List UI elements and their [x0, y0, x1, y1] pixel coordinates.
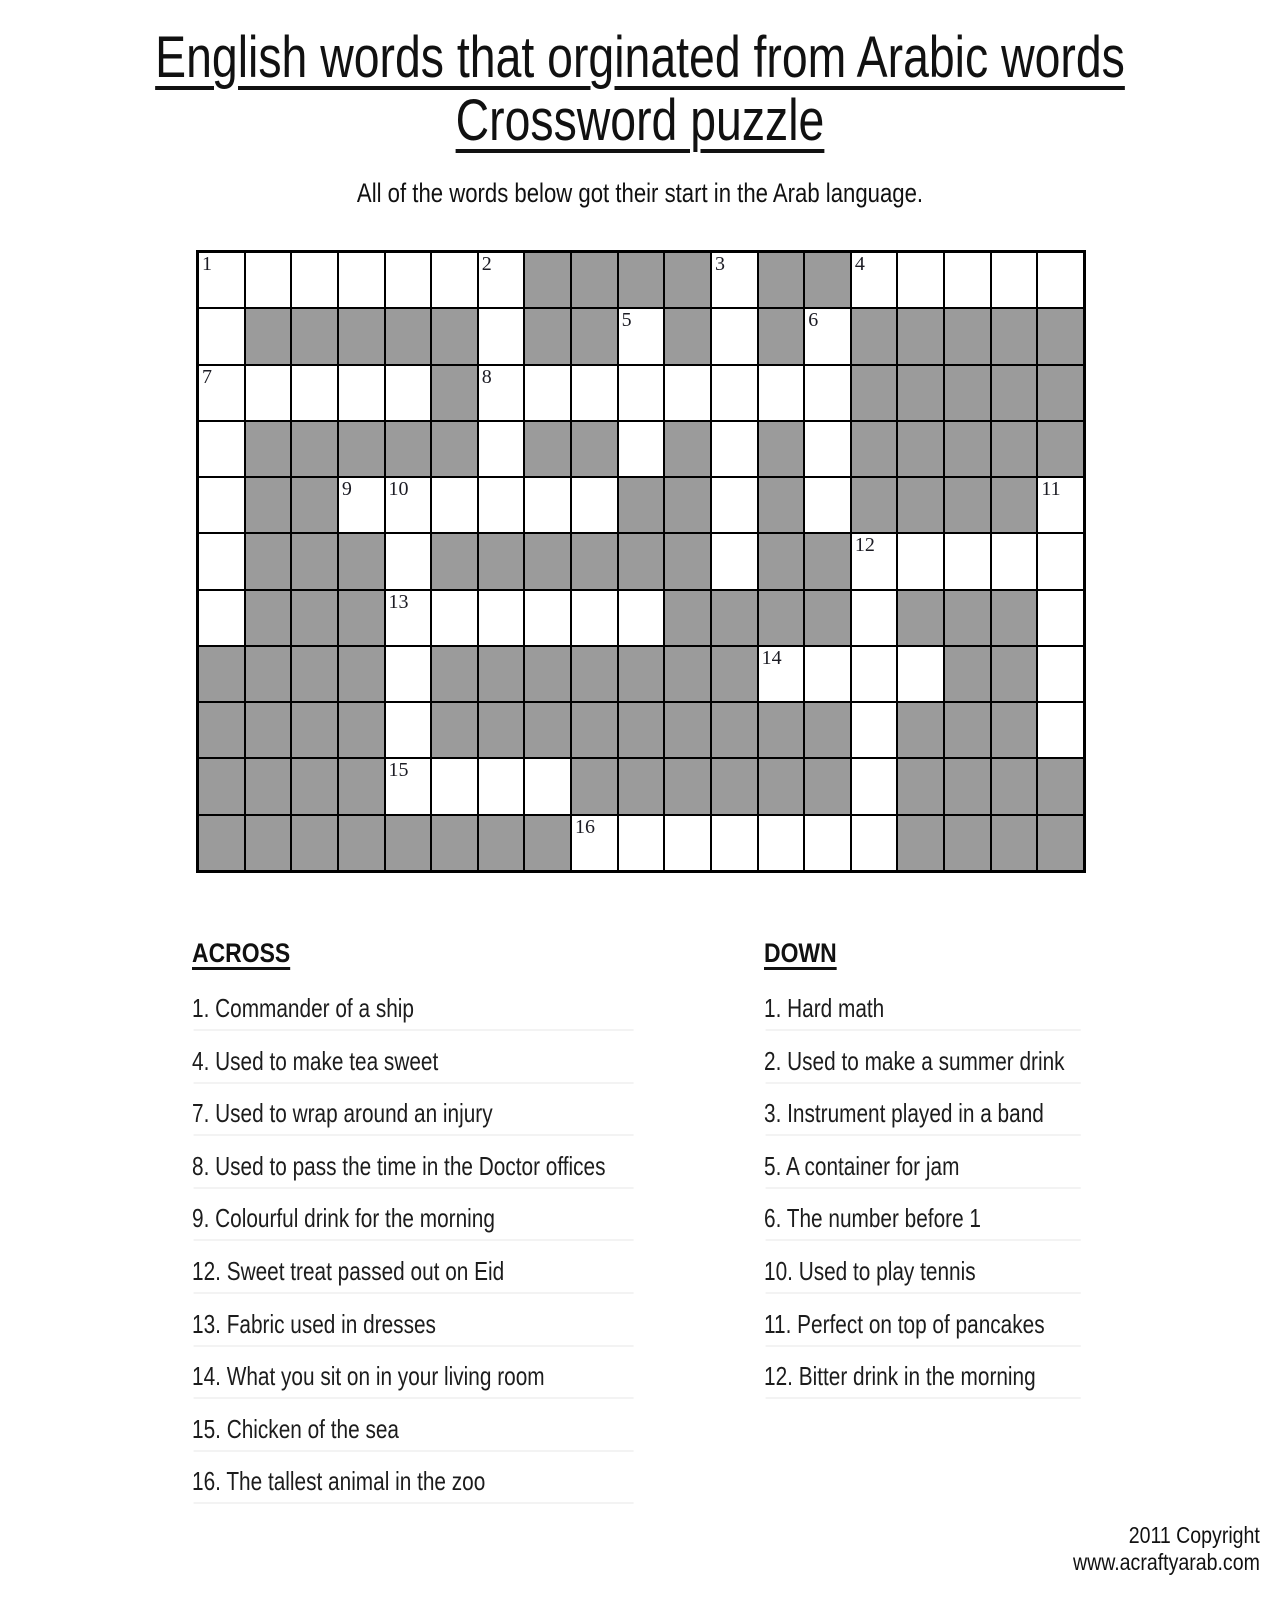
grid-cell: [618, 815, 665, 871]
grid-cell-blocked: [431, 308, 478, 364]
grid-cell-blocked: [758, 252, 805, 308]
grid-cell: [851, 646, 898, 702]
grid-cell: [478, 758, 525, 814]
grid-cell-blocked: [851, 308, 898, 364]
grid-cell: [804, 646, 851, 702]
grid-cell-blocked: [944, 590, 991, 646]
cell-number: 13: [388, 590, 409, 613]
grid-cell: [385, 646, 432, 702]
cell-number: 12: [854, 534, 875, 557]
grid-cell: [198, 590, 245, 646]
cell-number: 6: [808, 309, 819, 332]
grid-cell: [618, 590, 665, 646]
grid-cell: [804, 815, 851, 871]
grid-cell: [431, 590, 478, 646]
grid-cell-blocked: [804, 702, 851, 758]
grid-cell-blocked: [664, 758, 711, 814]
grid-cell-blocked: [897, 365, 944, 421]
grid-cell: [711, 365, 758, 421]
title-line-1: English words that orginated from Arabic words: [155, 25, 1125, 90]
clue-item: 1. Hard math: [764, 993, 885, 1023]
grid-cell-blocked: [758, 477, 805, 533]
clue-item: 2. Used to make a summer drink: [764, 1045, 1065, 1076]
grid-cell-blocked: [291, 815, 338, 871]
copyright-line-2: www.acraftyarab.com: [1073, 1549, 1260, 1575]
grid-cell-blocked: [991, 365, 1038, 421]
grid-cell-blocked: [338, 421, 385, 477]
grid-cell-blocked: [245, 646, 292, 702]
grid-cell-blocked: [758, 702, 805, 758]
grid-cell-blocked: [991, 815, 1038, 871]
grid-cell: [1037, 477, 1084, 533]
grid-cell: [804, 477, 851, 533]
grid-cell-blocked: [338, 702, 385, 758]
grid-cell-blocked: [618, 758, 665, 814]
grid-cell: [524, 590, 571, 646]
title-line-2: Crossword puzzle: [455, 88, 825, 153]
grid-cell-blocked: [991, 590, 1038, 646]
grid-cell-blocked: [758, 533, 805, 589]
grid-cell: [1037, 702, 1084, 758]
grid-cell-blocked: [897, 421, 944, 477]
grid-cell-blocked: [944, 421, 991, 477]
grid-cell-blocked: [478, 702, 525, 758]
grid-cell-blocked: [245, 758, 292, 814]
grid-cell-blocked: [991, 646, 1038, 702]
grid-cell-blocked: [664, 421, 711, 477]
clue-item: 5. A container for jam: [764, 1150, 960, 1181]
grid-cell: [851, 815, 898, 871]
grid-cell-blocked: [1037, 758, 1084, 814]
grid-cell: [991, 252, 1038, 308]
grid-cell-blocked: [851, 365, 898, 421]
grid-cell: [1037, 252, 1084, 308]
grid-cell: [431, 477, 478, 533]
clue-item: 12. Bitter drink in the morning: [764, 1361, 1036, 1392]
grid-cell-blocked: [338, 308, 385, 364]
grid-cell: [897, 252, 944, 308]
grid-cell: [804, 308, 851, 364]
grid-cell: [571, 590, 618, 646]
grid-cell: [664, 365, 711, 421]
grid-cell-blocked: [664, 308, 711, 364]
grid-cell-blocked: [571, 308, 618, 364]
grid-cell: [944, 533, 991, 589]
grid-cell-blocked: [245, 308, 292, 364]
grid-cell: [758, 365, 805, 421]
grid-cell-blocked: [431, 421, 478, 477]
grid-cell: [851, 252, 898, 308]
grid-cell-blocked: [245, 590, 292, 646]
grid-cell-blocked: [524, 702, 571, 758]
grid-cell: [1037, 590, 1084, 646]
grid-cell: [385, 702, 432, 758]
grid-cell: [478, 252, 525, 308]
grid-cell-blocked: [944, 758, 991, 814]
grid-cell-blocked: [571, 533, 618, 589]
grid-cell: [944, 252, 991, 308]
grid-cell: [245, 365, 292, 421]
grid-cell: [385, 758, 432, 814]
grid-cell: [618, 308, 665, 364]
grid-cell-blocked: [944, 702, 991, 758]
grid-cell: [618, 365, 665, 421]
grid-cell-blocked: [198, 758, 245, 814]
grid-cell-blocked: [804, 758, 851, 814]
grid-cell-blocked: [944, 477, 991, 533]
clue-item: 8. Used to pass the time in the Doctor offices: [192, 1150, 606, 1181]
grid-cell-blocked: [338, 815, 385, 871]
grid-cell-blocked: [991, 421, 1038, 477]
grid-cell: [851, 590, 898, 646]
grid-cell: [524, 365, 571, 421]
crossword-grid: [196, 250, 1086, 873]
grid-cell-blocked: [291, 758, 338, 814]
grid-cell-blocked: [991, 308, 1038, 364]
grid-cell-blocked: [385, 421, 432, 477]
grid-cell: [758, 646, 805, 702]
grid-cell-blocked: [338, 758, 385, 814]
grid-cell-blocked: [804, 252, 851, 308]
grid-cell-blocked: [618, 477, 665, 533]
grid-cell: [711, 815, 758, 871]
page-title: [128, 26, 1152, 152]
grid-cell-blocked: [758, 590, 805, 646]
grid-cell-blocked: [431, 646, 478, 702]
grid-cell: [711, 308, 758, 364]
grid-cell-blocked: [198, 815, 245, 871]
grid-cell: [804, 365, 851, 421]
clue-item: 15. Chicken of the sea: [192, 1413, 399, 1444]
grid-cell-blocked: [897, 758, 944, 814]
grid-cell-blocked: [524, 646, 571, 702]
grid-cell-blocked: [944, 815, 991, 871]
clue-item: 6. The number before 1: [764, 1203, 981, 1234]
grid-cell: [198, 252, 245, 308]
grid-cell-blocked: [897, 308, 944, 364]
grid-cell: [385, 590, 432, 646]
grid-cell: [1037, 646, 1084, 702]
grid-cell-blocked: [571, 758, 618, 814]
grid-cell: [571, 477, 618, 533]
grid-cell-blocked: [431, 815, 478, 871]
grid-cell: [198, 533, 245, 589]
grid-cell: [711, 421, 758, 477]
cell-number: 1: [202, 253, 212, 275]
grid-cell: [524, 758, 571, 814]
grid-cell-blocked: [245, 533, 292, 589]
grid-cell-blocked: [664, 590, 711, 646]
grid-cell: [991, 533, 1038, 589]
grid-cell-blocked: [291, 646, 338, 702]
grid-cell-blocked: [711, 702, 758, 758]
grid-cell-blocked: [524, 252, 571, 308]
copyright-notice: [1073, 1522, 1260, 1576]
grid-cell: [897, 646, 944, 702]
grid-cell-blocked: [944, 365, 991, 421]
cell-number: 8: [481, 365, 492, 388]
cell-number: 14: [761, 646, 782, 669]
grid-cell-blocked: [524, 815, 571, 871]
grid-cell: [478, 365, 525, 421]
grid-cell-blocked: [711, 758, 758, 814]
grid-cell-blocked: [618, 533, 665, 589]
cell-number: 5: [621, 309, 632, 332]
clue-item: 4. Used to make tea sweet: [192, 1045, 439, 1076]
grid-cell-blocked: [385, 308, 432, 364]
grid-cell-blocked: [618, 702, 665, 758]
grid-cell-blocked: [291, 421, 338, 477]
grid-cell-blocked: [291, 702, 338, 758]
grid-cell: [291, 252, 338, 308]
grid-cell-blocked: [478, 533, 525, 589]
grid-cell-blocked: [431, 365, 478, 421]
grid-cell-blocked: [897, 702, 944, 758]
grid-cell-blocked: [245, 477, 292, 533]
grid-cell-blocked: [291, 590, 338, 646]
clue-item: 12. Sweet treat passed out on Eid: [192, 1256, 505, 1286]
grid-cell-blocked: [944, 646, 991, 702]
grid-cell-blocked: [524, 421, 571, 477]
grid-cell-blocked: [338, 533, 385, 589]
cell-number: 9: [341, 478, 352, 501]
grid-cell: [431, 758, 478, 814]
grid-cell-blocked: [851, 477, 898, 533]
clue-item: 16. The tallest animal in the zoo: [192, 1466, 486, 1497]
grid-cell-blocked: [758, 421, 805, 477]
grid-cell: [431, 252, 478, 308]
grid-cell-blocked: [431, 533, 478, 589]
grid-cell-blocked: [851, 421, 898, 477]
grid-cell: [664, 815, 711, 871]
grid-cell-blocked: [804, 533, 851, 589]
grid-cell-blocked: [758, 308, 805, 364]
grid-cell: [198, 477, 245, 533]
grid-cell-blocked: [1037, 365, 1084, 421]
grid-cell-blocked: [664, 252, 711, 308]
cell-number: 15: [388, 759, 409, 782]
cell-number: 16: [575, 815, 596, 838]
grid-cell-blocked: [478, 646, 525, 702]
grid-cell-blocked: [338, 590, 385, 646]
grid-cell: [571, 815, 618, 871]
grid-cell: [385, 477, 432, 533]
grid-cell-blocked: [804, 590, 851, 646]
grid-cell-blocked: [291, 477, 338, 533]
grid-cell: [245, 252, 292, 308]
grid-cell: [291, 365, 338, 421]
grid-cell: [478, 590, 525, 646]
grid-cell-blocked: [571, 421, 618, 477]
grid-cell: [851, 533, 898, 589]
grid-cell: [524, 477, 571, 533]
grid-cell-blocked: [711, 646, 758, 702]
grid-cell-blocked: [1037, 308, 1084, 364]
cell-number: 11: [1041, 478, 1061, 501]
grid-cell-blocked: [245, 815, 292, 871]
grid-cell: [618, 421, 665, 477]
cell-number: 4: [854, 253, 865, 275]
grid-cell: [758, 815, 805, 871]
grid-cell: [478, 308, 525, 364]
clue-item: 9. Colourful drink for the morning: [192, 1203, 495, 1234]
grid-cell: [198, 421, 245, 477]
grid-cell-blocked: [571, 252, 618, 308]
grid-cell-blocked: [664, 646, 711, 702]
grid-cell: [385, 533, 432, 589]
grid-cell: [385, 252, 432, 308]
clue-item: 1. Commander of a ship: [192, 993, 414, 1023]
grid-cell: [198, 365, 245, 421]
grid-cell: [851, 702, 898, 758]
grid-cell-blocked: [291, 533, 338, 589]
clue-item: 13. Fabric used in dresses: [192, 1308, 436, 1339]
grid-cell-blocked: [664, 533, 711, 589]
grid-cell: [897, 533, 944, 589]
page-subtitle: All of the words below got their start in the Arab language.: [356, 178, 924, 208]
grid-cell-blocked: [618, 252, 665, 308]
grid-cell-blocked: [991, 477, 1038, 533]
grid-cell-blocked: [524, 308, 571, 364]
copyright-line-1: 2011 Copyright: [1128, 1522, 1260, 1548]
grid-cell-blocked: [338, 646, 385, 702]
grid-cell-blocked: [758, 758, 805, 814]
grid-cell-blocked: [571, 646, 618, 702]
grid-cell-blocked: [618, 646, 665, 702]
clue-item: 7. Used to wrap around an injury: [192, 1098, 493, 1129]
grid-cell: [851, 758, 898, 814]
grid-cell: [338, 365, 385, 421]
grid-cell: [571, 365, 618, 421]
grid-cell-blocked: [991, 758, 1038, 814]
down-heading: DOWN: [764, 938, 837, 968]
grid-cell-blocked: [431, 702, 478, 758]
grid-cell: [338, 477, 385, 533]
grid-cell-blocked: [711, 590, 758, 646]
grid-cell-blocked: [385, 815, 432, 871]
grid-cell-blocked: [664, 702, 711, 758]
grid-cell: [711, 252, 758, 308]
clue-item: 3. Instrument played in a band: [764, 1098, 1044, 1129]
grid-cell: [338, 252, 385, 308]
clue-item: 11. Perfect on top of pancakes: [764, 1308, 1045, 1339]
grid-cell-blocked: [524, 533, 571, 589]
clue-item: 10. Used to play tennis: [764, 1256, 976, 1286]
cell-number: 10: [388, 478, 409, 501]
grid-cell-blocked: [245, 421, 292, 477]
grid-cell-blocked: [991, 702, 1038, 758]
cell-number: 7: [202, 365, 212, 388]
grid-cell-blocked: [1037, 421, 1084, 477]
grid-cell: [385, 365, 432, 421]
grid-cell: [711, 477, 758, 533]
grid-cell-blocked: [198, 646, 245, 702]
grid-cell: [478, 477, 525, 533]
grid-cell-blocked: [245, 702, 292, 758]
grid-cell: [478, 421, 525, 477]
cell-number: 3: [714, 253, 725, 275]
grid-cell: [804, 421, 851, 477]
grid-cell-blocked: [1037, 815, 1084, 871]
grid-cell-blocked: [198, 702, 245, 758]
grid-cell-blocked: [897, 477, 944, 533]
cell-number: 2: [481, 253, 492, 275]
grid-cell-blocked: [944, 308, 991, 364]
across-heading: ACROSS: [192, 938, 291, 968]
grid-cell-blocked: [478, 815, 525, 871]
grid-cell-blocked: [897, 815, 944, 871]
grid-cell: [198, 308, 245, 364]
grid-cell-blocked: [664, 477, 711, 533]
grid-cell: [711, 533, 758, 589]
grid-cell-blocked: [571, 702, 618, 758]
grid-cell-blocked: [897, 590, 944, 646]
grid-cell: [1037, 533, 1084, 589]
clue-item: 14. What you sit on in your living room: [192, 1361, 545, 1392]
grid-cell-blocked: [291, 308, 338, 364]
